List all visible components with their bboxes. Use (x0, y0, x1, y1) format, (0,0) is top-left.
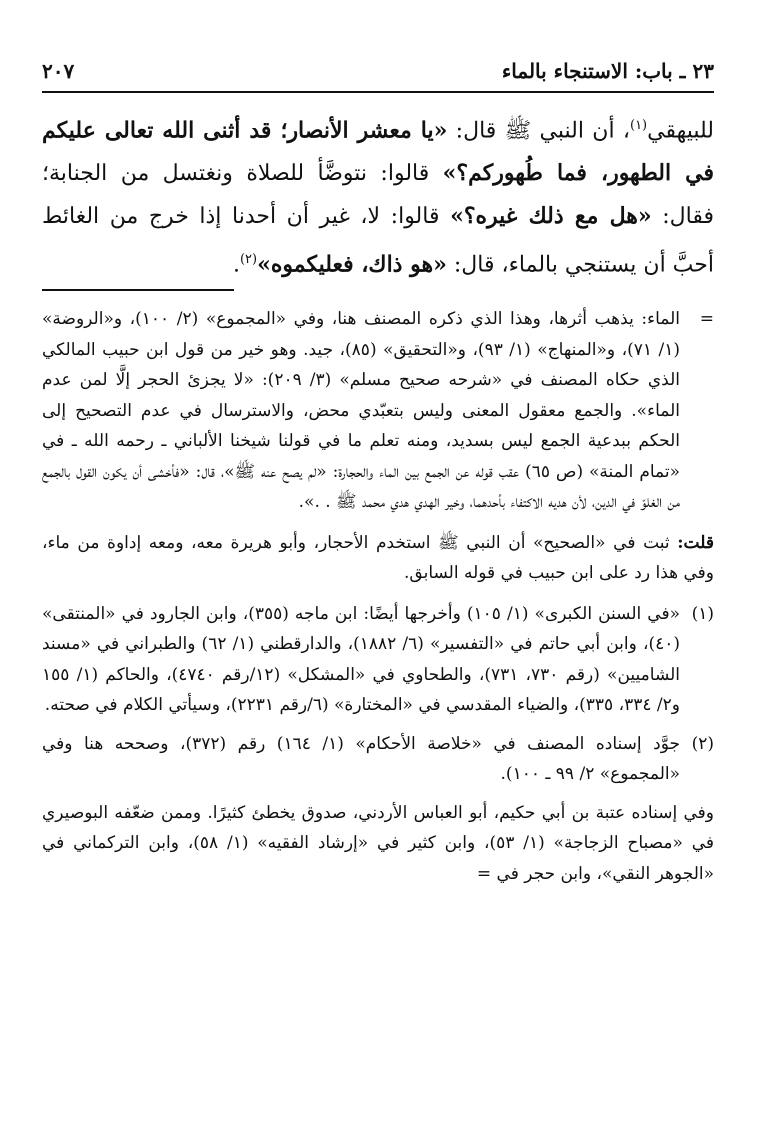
main-text-segment: قالوا: لا، غير أن أحدنا إذا خرج من الغائط أحبَّ أن يستنجي بالماء، قال: (42, 204, 714, 278)
footnote-separator (42, 289, 234, 291)
header-rule (42, 91, 714, 93)
main-text-segment: قالوا: نتوضَّأ للصلاة ونغتسل من الجنابة؛ فقال: (42, 161, 714, 230)
continuation-mark: = (699, 309, 714, 329)
hadith-quote: «هل مع ذلك غيره؟» (450, 203, 652, 230)
footnote-text: الماء: يذهب أثرها، وهذا الذي ذكره المصنف هنا، وفي «المجموع» (٢/ ١٠٠)، و«الروضة» (١/ ٧١)، و«المنهاج» (١/ ٩٣)، و«التحقيق» (٨٥)، جيد. وهو خير من قول ابن حبيب المالكي الذي حكاه المصنف في «شرحه صحيح مسلم» (٣/ ٢٠٩): «لا يجزئ الحجر إلَّا لمن عدم الماء». والجمع معقول المعنى وليس بتعبّدي محض، والاسترسال في عدم التصحيح إلى الحكم ببدعية الجمع ليس بسديد، ومنه تعلم ما في قولنا شيخنا الألباني ـ رحمه الله ـ في «تمام المنة» (ص ٦٥) عقب قوله عن الجمع بين الماء والحجارة: «لم يصح عنه ﷺ»، قال: «فأخشى أن يكون القول بالجمع من الغلوّ في الدين، لأن هديه الاكتفاء بأحدهما، وخير الهدي هدي محمد ﷺ . .». (42, 309, 681, 512)
footnote-2 (42, 729, 714, 790)
footnote-ref: (١) (629, 118, 648, 133)
footnote-text: جوَّد إسناده المصنف في «خلاصة الأحكام» (١/ ١٦٤) رقم (٣٧٢)، وصححه هنا وفي «المجموع» ٢/ ٩٩ ـ ١٠٠). (42, 733, 680, 784)
main-text-segment: . (232, 252, 240, 278)
main-text-segment: ، أن النبي ﷺ قال: (447, 118, 630, 144)
footnote-continuation (42, 304, 714, 518)
page-number: ٢٠٧ (42, 59, 75, 83)
main-text (42, 104, 714, 287)
chapter-title: ٢٣ ـ باب: الاستنجاء بالماء (501, 59, 714, 83)
footnote-2-continuation (42, 798, 714, 890)
footnote-text: وفي إسناده عتبة بن أبي حكيم، أبو العباس الأردني، صدوق يخطئ كثيرًا. وممن ضعّفه البوصيري في «مصباح الزجاجة» (١/ ٥٣)، وابن كثير في «إرشاد الفقيه» (١/ ٥٨)، وابن التركماني في «الجوهر النقي»، وابن حجر في = (42, 802, 714, 884)
comment-label: قلت: (677, 532, 714, 553)
main-paragraph (42, 104, 714, 287)
comment-text: ثبت في «الصحيح» أن النبي ﷺ استخدم الأحجار، وأبو هريرة معه، ومعه إداوة من ماء، وفي هذا رد على ابن حبيب في قوله السابق. (42, 532, 714, 583)
book-page (42, 0, 714, 1124)
footnote-1 (42, 599, 714, 721)
footnote-ref: (٢) (239, 252, 258, 268)
spacer (42, 721, 714, 729)
footnote-number: (٢) (691, 733, 714, 754)
comment-paragraph (42, 528, 714, 589)
page-header (42, 56, 714, 86)
footnote-text: «في السنن الكبرى» (١/ ١٠٥) وأخرجها أيضًا: ابن ماجه (٣٥٥)، وابن الجارود في «المنتقى» (٤٠)، وابن أبي حاتم في «التفسير» (٦/ ١٨٨٢)، والدارقطني (١/ ٦٢) والطبراني في «مسند الشاميين» (رقم ٧٣٠، ٧٣١)، والطحاوي في «المشكل» (١٢/رقم ٤٧٤٠)، والحاكم (١/ ١٥٥ و٢/ ٣٣٤، ٣٣٥)، والضياء المقدسي في «المختارة» (٦/رقم ٢٢٣١)، وسيأتي الكلام في صحته. (42, 603, 681, 715)
hadith-quote: «يا معشر الأنصار؛ قد أثنى الله تعالى عليكم في الطهور، فما طُهوركم؟» (42, 117, 715, 187)
spacer (42, 589, 714, 599)
spacer (42, 518, 714, 528)
hadith-quote: «هو ذاك، فعليكموه» (257, 251, 447, 278)
footnote-number: (١) (691, 603, 714, 624)
footnotes (42, 304, 714, 889)
main-text-segment: للبيهقي (647, 118, 714, 144)
spacer (42, 790, 714, 798)
